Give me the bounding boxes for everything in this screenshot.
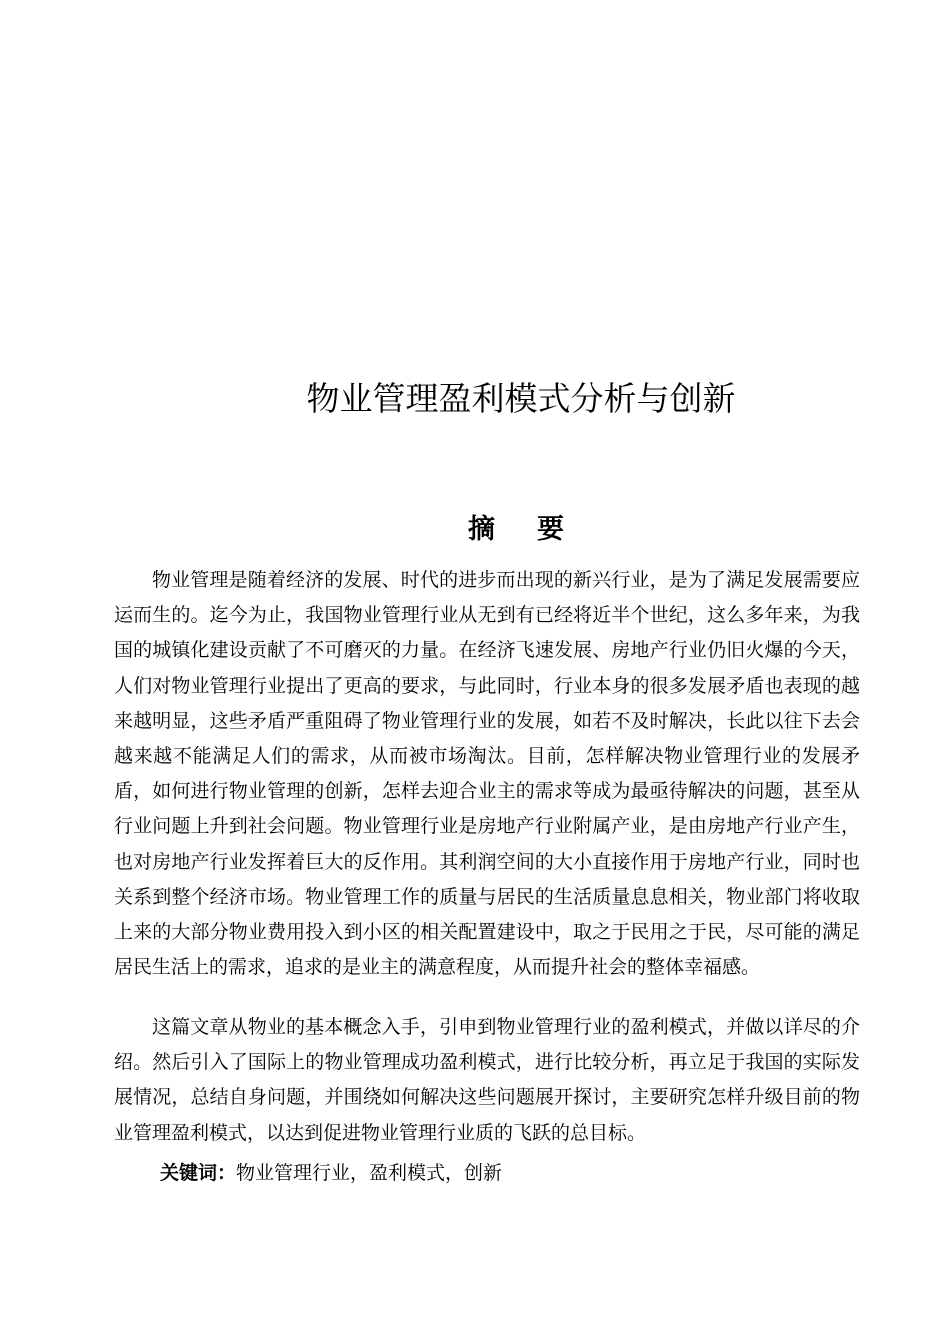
keywords-value: 物业管理行业，盈利模式，创新 — [236, 1162, 503, 1184]
document-title: 物业管理盈利模式分析与创新 — [306, 379, 736, 418]
abstract-paragraph-1: 物业管理是随着经济的发展、时代的进步而出现的新兴行业，是为了满足发展需要应运而生的。迄今为止，我国物业管理行业从无到有已经将近半个世纪，这么多年来，为我国的城镇化建设贡献了不可磨灭的力量。在经济飞速发展、房地产行业仍旧火爆的今天，人们对物业管理行业提出了更高的要求，与此同时，行业本身的很多发展矛盾也表现的越来越明显，这些矛盾严重阻碍了物业管理行业的发展，如若不及时解决，长此以往下去会越来越不能满足人们的需求，从而被市场淘汰。目前，怎样解决物业管理行业的发展矛盾，如何进行物业管理的创新，怎样去迎合业主的需求等成为最亟待解决的问题，甚至从行业问题上升到社会问题。物业管理行业是房地产行业附属产业，是由房地产行业产生，也对房地产行业发挥着巨大的反作用。其利润空间的大小直接作用于房地产行业，同时也关系到整个经济市场。物业管理工作的质量与居民的生活质量息息相关，物业部门将收取上来的大部分物业费用投入到小区的相关配置建设中，取之于民用之于民，尽可能的满足居民生活上的需求，追求的是业主的满意程度，从而提升社会的整体幸福感。 — [114, 569, 860, 979]
keywords-label: 关键词： — [160, 1162, 237, 1184]
keywords-line — [160, 1156, 502, 1190]
abstract-heading-char-1: 摘 — [468, 514, 495, 545]
abstract-heading — [0, 510, 950, 550]
abstract-paragraph-2: 这篇文章从物业的基本概念入手，引申到物业管理行业的盈利模式，并做以详尽的介绍。然后引入了国际上的物业管理成功盈利模式，进行比较分析，再立足于我国的实际发展情况，总结自身问题，并围绕如何解决这些问题展开探讨，主要研究怎样升级目前的物业管理盈利模式，以达到促进物业管理行业质的飞跃的总目标。 — [114, 1016, 860, 1144]
abstract-heading-char-2: 要 — [537, 514, 564, 545]
